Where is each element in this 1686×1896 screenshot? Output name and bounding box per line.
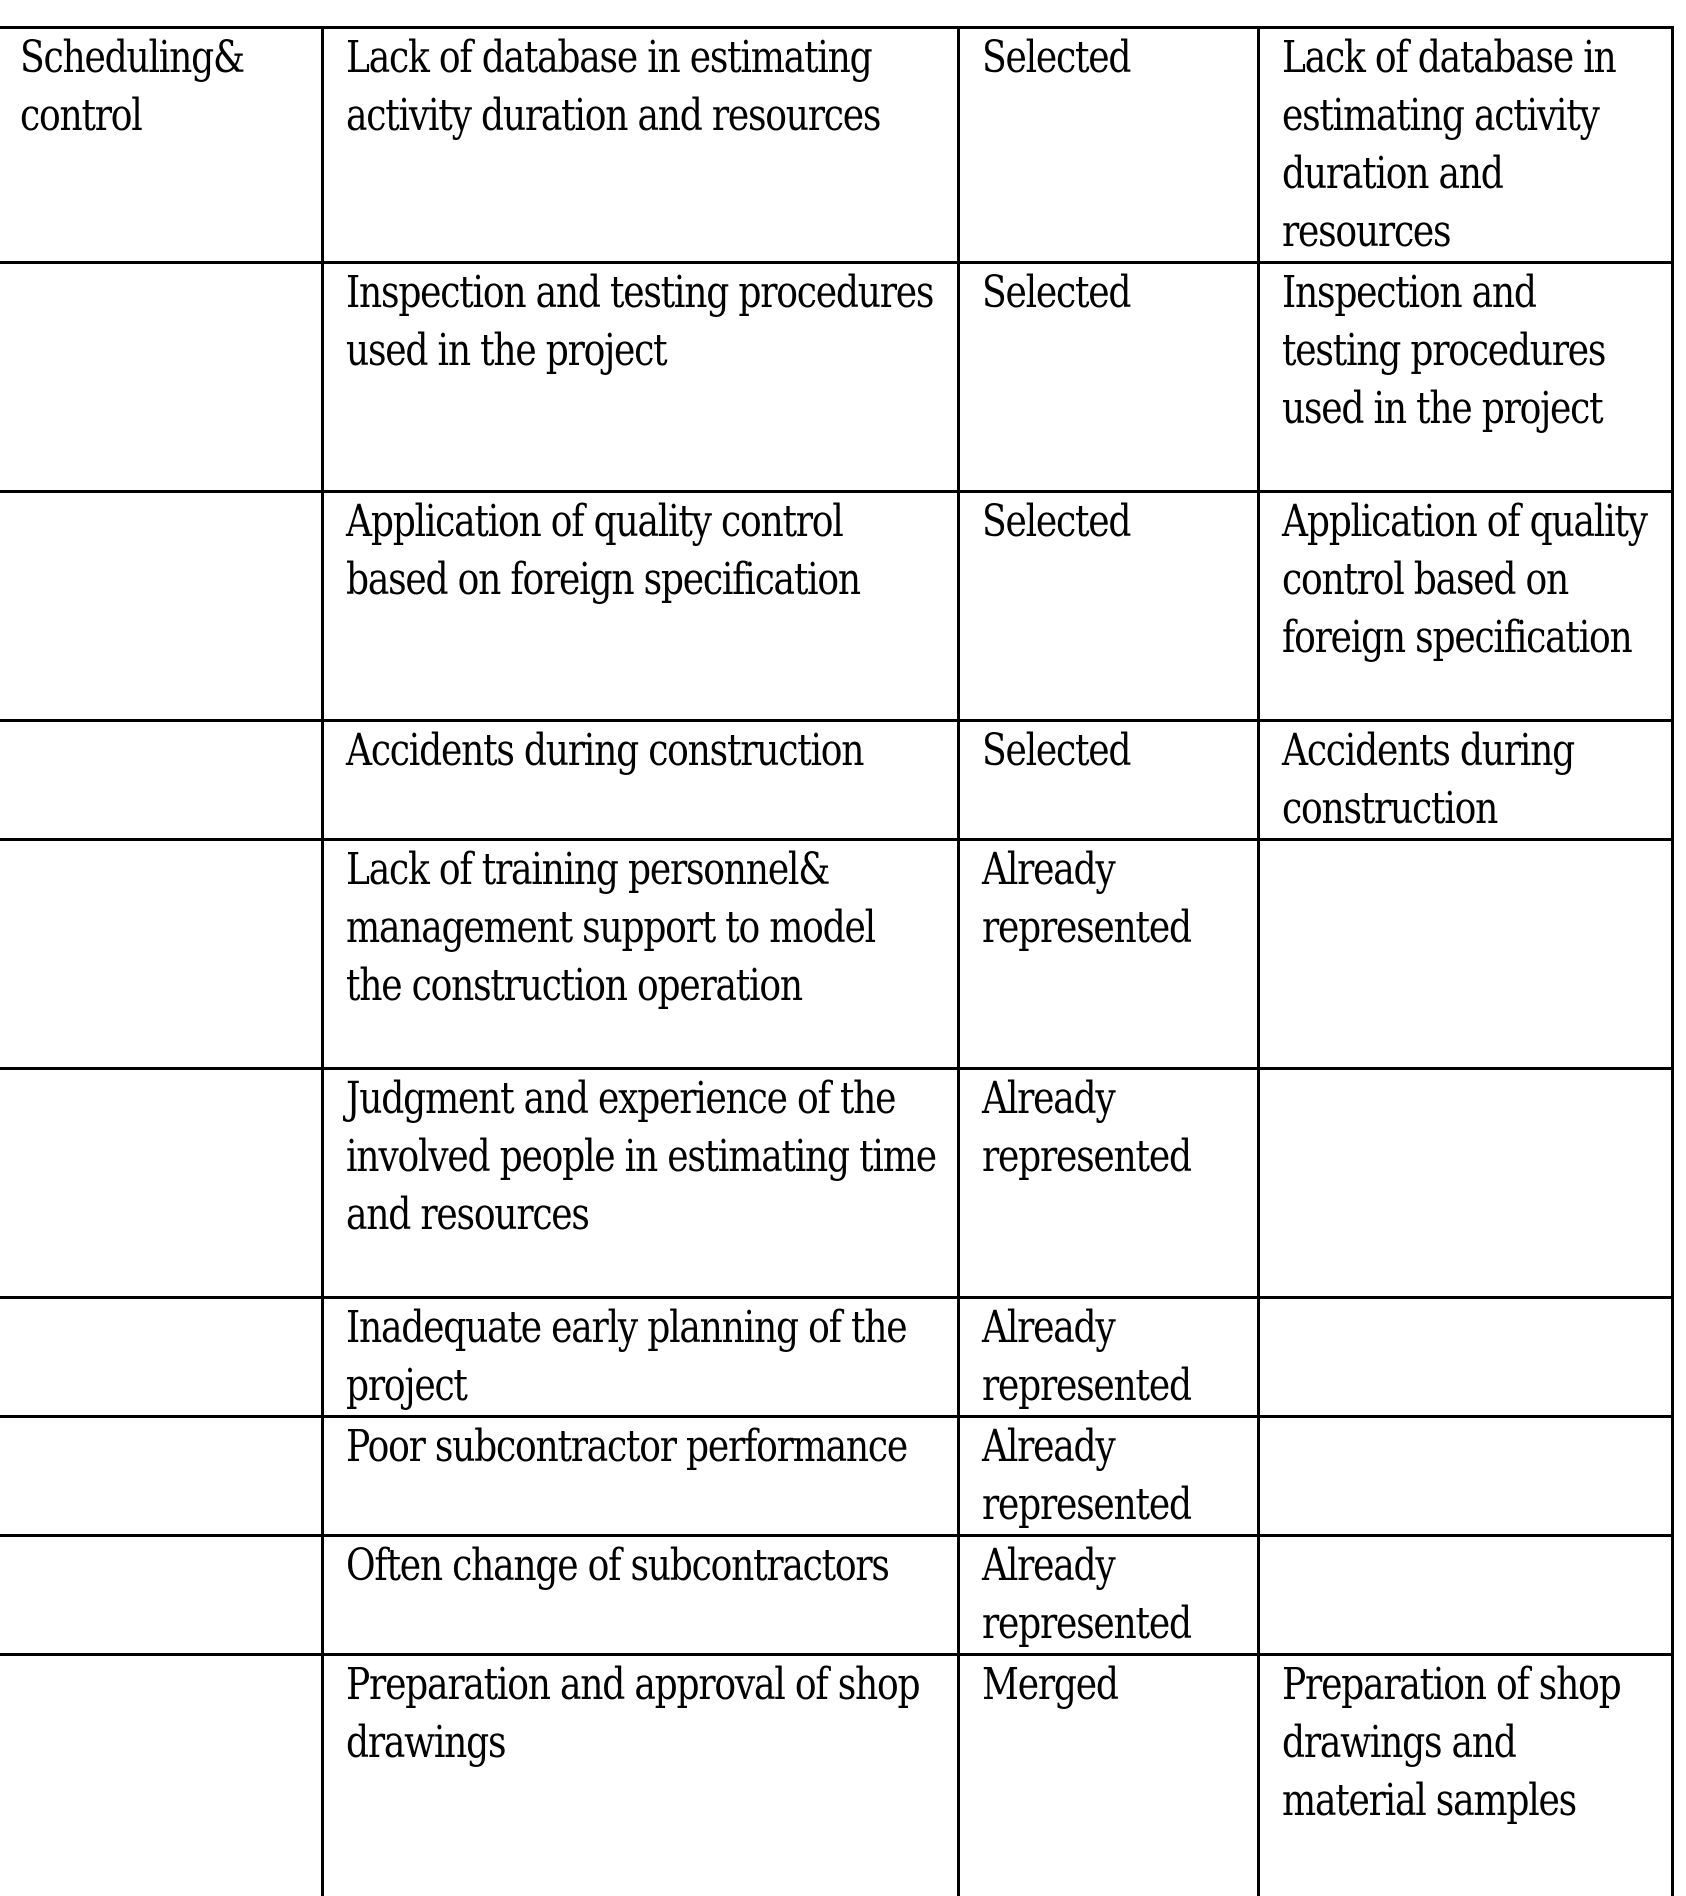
factor-cell [322, 1417, 958, 1536]
final-factor-cell [1258, 492, 1672, 721]
factor-cell [322, 1536, 958, 1655]
table-row [0, 1655, 1672, 1896]
final-factor-text: Preparation of shop drawings and material samples [1282, 1656, 1653, 1830]
decision-text: Selected [982, 264, 1239, 322]
decision-cell [958, 1536, 1258, 1655]
factor-text: Lack of database in estimating activity duration and resources [346, 29, 939, 145]
category-cell [0, 1069, 322, 1298]
category-cell [0, 840, 322, 1069]
category-cell [0, 1536, 322, 1655]
final-factor-cell [1258, 1655, 1672, 1896]
decision-cell [958, 492, 1258, 721]
factor-cell [322, 1655, 958, 1896]
decision-cell [958, 1655, 1258, 1896]
table-row [0, 1069, 1672, 1298]
decision-cell [958, 721, 1258, 840]
decision-text: Selected [982, 493, 1239, 551]
decision-text: Merged [982, 1656, 1239, 1714]
decision-cell [958, 1298, 1258, 1417]
table-row [0, 492, 1672, 721]
factor-text: Accidents during construction [346, 722, 939, 780]
decision-text: Already represented [982, 1418, 1239, 1534]
table-row [0, 1417, 1672, 1536]
final-factor-cell [1258, 263, 1672, 492]
category-label: Scheduling& control [20, 29, 303, 145]
decision-text: Already represented [982, 1070, 1239, 1186]
decision-text: Selected [982, 29, 1239, 87]
factor-text: Poor subcontractor performance [346, 1418, 939, 1476]
final-factor-cell [1258, 1536, 1672, 1655]
final-factor-text: Lack of database in estimating activity duration and resources [1282, 29, 1653, 261]
table-row [0, 721, 1672, 840]
table-row [0, 840, 1672, 1069]
final-factor-cell [1258, 1069, 1672, 1298]
table-row [0, 28, 1672, 263]
decision-cell [958, 1417, 1258, 1536]
category-cell [0, 492, 322, 721]
factor-cell [322, 263, 958, 492]
final-factor-text: Accidents during construction [1282, 722, 1653, 838]
factor-text: Often change of subcontractors [346, 1537, 939, 1595]
decision-text: Already represented [982, 1299, 1239, 1415]
final-factor-cell [1258, 840, 1672, 1069]
factor-cell [322, 28, 958, 263]
category-cell [0, 263, 322, 492]
final-factor-text: Inspection and testing procedures used in the project [1282, 264, 1653, 438]
factor-cell [322, 1298, 958, 1417]
final-factor-cell [1258, 28, 1672, 263]
decision-text: Selected [982, 722, 1239, 780]
table-row [0, 263, 1672, 492]
category-cell [0, 1417, 322, 1536]
factor-decision-table [0, 26, 1674, 1896]
decision-cell [958, 840, 1258, 1069]
factor-text: Inadequate early planning of the project [346, 1299, 939, 1415]
factor-text: Lack of training personnel& management support to model the construction operation [346, 841, 939, 1015]
table-row [0, 1536, 1672, 1655]
final-factor-cell [1258, 1417, 1672, 1536]
factor-cell [322, 721, 958, 840]
decision-cell [958, 1069, 1258, 1298]
factor-text: Preparation and approval of shop drawings [346, 1656, 939, 1772]
factor-cell [322, 840, 958, 1069]
final-factor-text: Application of quality control based on foreign specification [1282, 493, 1653, 667]
table-row [0, 1298, 1672, 1417]
category-cell [0, 28, 322, 263]
factor-text: Application of quality control based on foreign specification [346, 493, 939, 609]
decision-text: Already represented [982, 1537, 1239, 1653]
factor-text: Inspection and testing procedures used in the project [346, 264, 939, 380]
factor-text: Judgment and experience of the involved people in estimating time and resources [346, 1070, 939, 1244]
category-cell [0, 721, 322, 840]
final-factor-cell [1258, 721, 1672, 840]
decision-cell [958, 28, 1258, 263]
category-cell [0, 1298, 322, 1417]
factor-cell [322, 1069, 958, 1298]
final-factor-cell [1258, 1298, 1672, 1417]
factor-cell [322, 492, 958, 721]
decision-cell [958, 263, 1258, 492]
category-cell [0, 1655, 322, 1896]
decision-text: Already represented [982, 841, 1239, 957]
